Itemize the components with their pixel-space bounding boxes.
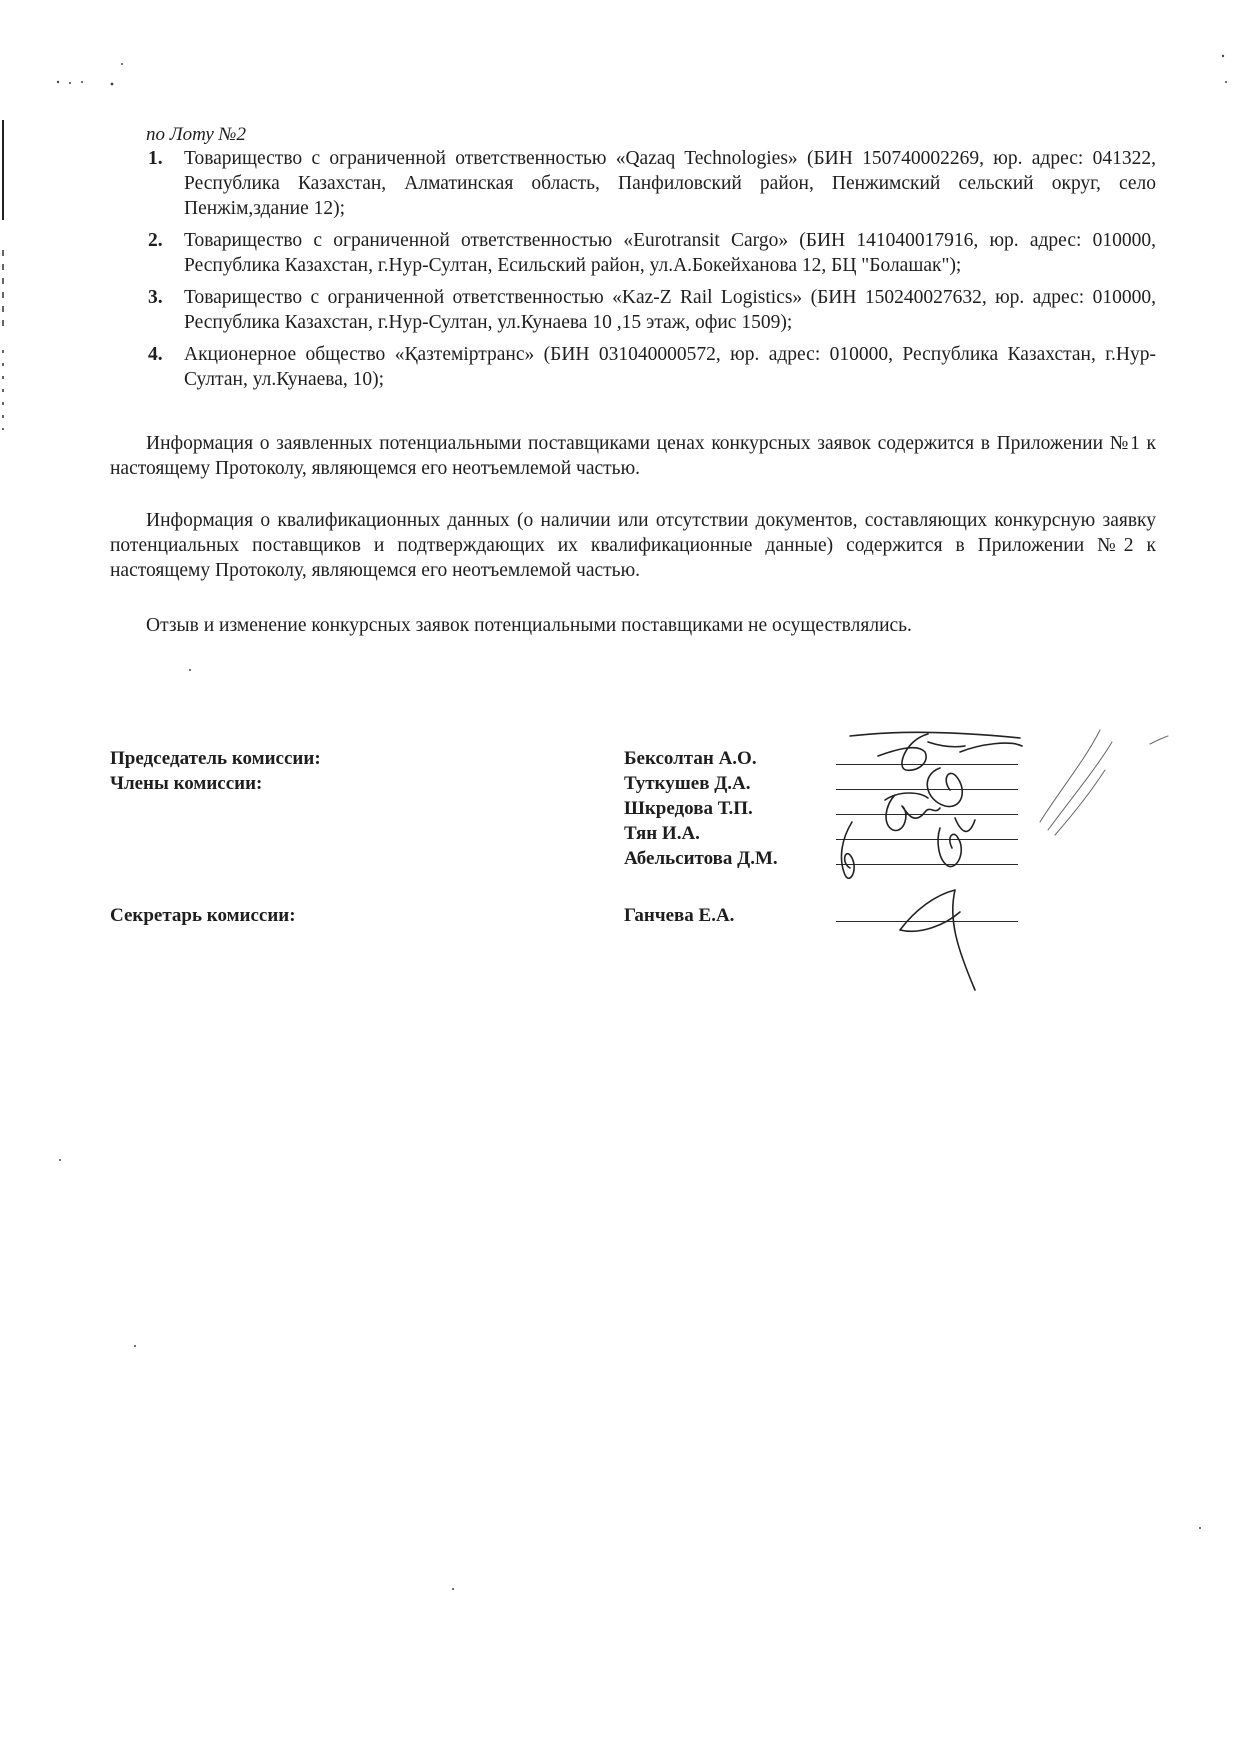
qualifications-paragraph: Информация о квалификационных данных (о наличии или отсутствии документов, составляющих конкурсную заявку потенциальных поставщиков и подтверждающих их квалификационные данные) содержится в Приложении №2 к настоящему Протоколу, являющемся его неотъемлемой частью. <box>110 510 1156 581</box>
signature-line <box>836 814 1018 815</box>
signature-line <box>836 864 1018 865</box>
scan-margin-marks <box>0 100 12 500</box>
list-item-number: 3. <box>148 287 163 308</box>
list-item-text: Товарищество с ограниченной ответственностью «Qazaq Technologies» (БИН 150740002269, юр. адрес: 041322, Республика Казахстан, Алматинская область, Панфиловский район, Пенжимский сельский округ, село Пенжім,здание 12); <box>184 148 1156 219</box>
signature-line <box>836 921 1018 922</box>
list-item-number: 1. <box>148 148 163 169</box>
member-name: Абельситова Д.М. <box>624 848 778 869</box>
bidder-list <box>110 146 1156 399</box>
signature-line <box>836 839 1018 840</box>
list-item <box>110 342 1156 392</box>
member-name: Шкредова Т.П. <box>624 798 753 819</box>
chairman-label: Председатель комиссии: <box>110 748 321 769</box>
list-item-text: Акционерное общество «Қазтеміртранс» (БИН 031040000572, юр. адрес: 010000, Республика Казахстан, г.Нур-Султан, ул.Кунаева, 10); <box>184 344 1156 390</box>
lot-title: по Лоту №2 <box>146 124 246 145</box>
members-label: Члены комиссии: <box>110 773 263 794</box>
list-item-text: Товарищество с ограниченной ответственностью «Eurotransit Cargo» (БИН 141040017916, юр. адрес: 010000, Республика Казахстан, г.Нур-Султан, Есильский район, ул.А.Бокейханова 12, БЦ "Болашак"); <box>184 230 1156 276</box>
list-item-number: 4. <box>148 344 163 365</box>
signature-line <box>836 764 1018 765</box>
list-item-text: Товарищество с ограниченной ответственностью «Kaz-Z Rail Logistics» (БИН 150240027632, юр. адрес: 010000, Республика Казахстан, г.Нур-Султан, ул.Кунаева 10 ,15 этаж, офис 1509); <box>184 287 1156 333</box>
secretary-label: Секретарь комиссии: <box>110 905 296 926</box>
member-name: Туткушев Д.А. <box>624 773 751 794</box>
list-item <box>110 228 1156 278</box>
secretary-name: Ганчева Е.А. <box>624 905 735 926</box>
list-item-number: 2. <box>148 230 163 251</box>
chairman-name: Бексолтан А.О. <box>624 748 757 769</box>
withdrawal-paragraph: Отзыв и изменение конкурсных заявок потенциальными поставщиками не осуществлялись. <box>146 615 912 636</box>
list-item <box>110 285 1156 335</box>
prices-paragraph: Информация о заявленных потенциальными поставщиками ценах конкурсных заявок содержится в Приложении №1 к настоящему Протоколу, являющемся его неотъемлемой частью. <box>110 433 1156 479</box>
list-item <box>110 146 1156 221</box>
signature-line <box>836 789 1018 790</box>
member-name: Тян И.А. <box>624 823 700 844</box>
